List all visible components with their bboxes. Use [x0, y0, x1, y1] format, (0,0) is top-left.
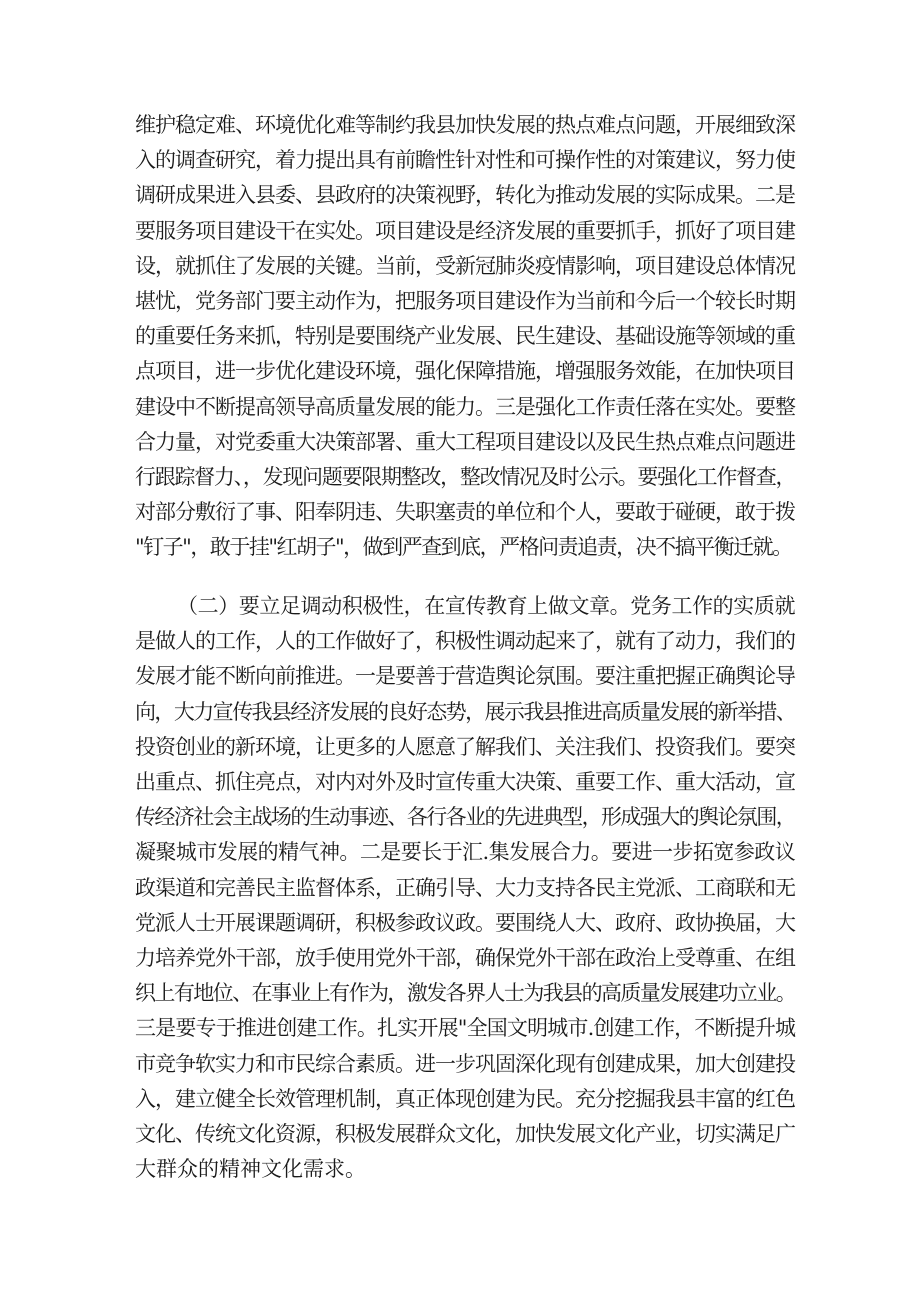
text-line: 行跟踪督力、，发现问题要限期整改，整改情况及时公示。要强化工作督查，	[135, 465, 795, 490]
text-line: 合力量，对党委重大决策部署、重大工程项目建设以及民生热点难点问题进	[135, 429, 795, 454]
text-line: 党派人士开展课题调研，积极参政议政。要围绕人大、政府、政协换届，大	[135, 910, 795, 935]
text-line: 大群众的精神文化需求。	[135, 1157, 366, 1182]
text-line: 投资创业的新环境，让更多的人愿意了解我们、关注我们、投资我们。要突	[135, 734, 795, 759]
text-line: 是做人的工作，人的工作做好了，积极性调动起来了，就有了动力，我们的	[135, 629, 795, 654]
text-line: 向，大力宣传我县经济发展的良好态势，展示我县推进高质量发展的新举措、	[135, 699, 795, 724]
text-line: 政渠道和完善民主监督体系，正确引导、大力支持各民主党派、工商联和无	[135, 875, 795, 900]
text-line: 传经济社会主战场的生动事迹、各行各业的先进典型，形成强大的舆论氛围，	[135, 805, 795, 830]
text-line: 点项目，进一步优化建设环境，强化保障措施，增强服务效能，在加快项目	[135, 359, 795, 384]
text-line: 要服务项目建设干在实处。项目建设是经济发展的重要抓手，抓好了项目建	[135, 218, 795, 243]
text-line: 市竞争软实力和市民综合素质。进一步巩固深化现有创建成果，加大创建投	[135, 1051, 795, 1076]
text-line: 维护稳定难、环境优化难等制约我县加快发展的热点难点问题，开展细致深	[135, 113, 795, 137]
text-line: 三是要专于推进创建工作。扎实开展"全国文明城市.创建工作，不断提升城	[135, 1016, 795, 1041]
text-line: 力培养党外干部，放手使用党外干部，确保党外干部在政治上受尊重、在组	[135, 946, 795, 971]
text-line: 出重点、抓住亮点，对内对外及时宣传重大决策、重要工作、重大活动，宣	[135, 770, 795, 795]
text-line: （二）要立足调动积极性，在宣传教育上做文章。党务工作的实质就	[177, 594, 795, 618]
text-line: 的重要任务来抓，特别是要围绕产业发展、民生建设、基础设施等领域的重	[135, 324, 795, 349]
text-line: 建设中不断提高领导高质量发展的能力。三是强化工作责任落在实处。要整	[135, 394, 795, 419]
text-line: 堪忧，党务部门要主动作为，把服务项目建设作为当前和今后一个较长时期	[135, 289, 795, 314]
text-line: 织上有地位、在事业上有作为，激发各界人士为我县的高质量发展建功立业。	[135, 981, 795, 1006]
text-line: 调研成果进入县委、县政府的决策视野，转化为推动发展的实际成果。二是	[135, 183, 795, 208]
text-line: 凝聚城市发展的精气神。二是要长于汇.集发展合力。要进一步拓宽参政议	[135, 840, 795, 865]
text-line: 设，就抓住了发展的关键。当前，受新冠肺炎疫情影响，项目建设总体情况	[135, 253, 795, 278]
text-line: 文化、传统文化资源，积极发展群众文化，加快发展文化产业，切实满足广	[135, 1122, 795, 1147]
paragraph-1	[135, 108, 795, 566]
text-line: 发展才能不断向前推进。一是要善于营造舆论氛围。要注重把握正确舆论导	[135, 664, 795, 689]
text-line: 入，建立健全长效管理机制，真正体现创建为民。充分挖掘我县丰富的红色	[135, 1086, 795, 1111]
text-line: 入的调查研究，着力提出具有前瞻性针对性和可操作性的对策建议，努力使	[135, 148, 795, 173]
text-line: "钉子"，敢于挂"红胡子"，做到严查到底，严格问责追责，决不搞平衡迁就。	[135, 535, 792, 560]
paragraph-2	[135, 589, 795, 1187]
text-line: 对部分敷衍了事、阳奉阴违、失职塞责的单位和个人，要敢于碰硬，敢于拨	[135, 500, 795, 525]
